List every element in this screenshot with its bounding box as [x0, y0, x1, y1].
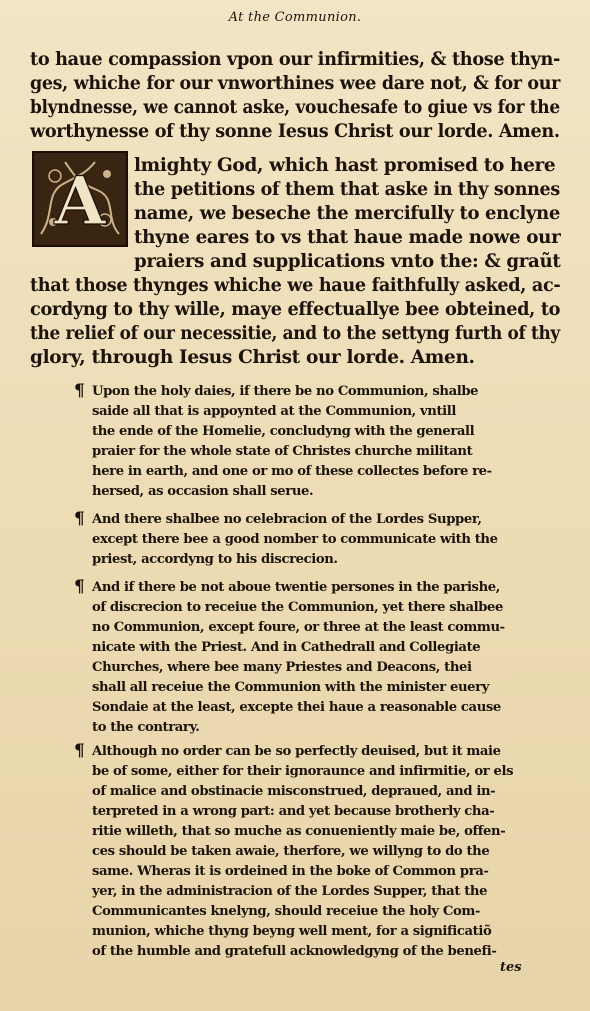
rubric-line: praier for the whole state of Christes churche militant [92, 444, 473, 459]
rubric-line: saide all that is appoynted at the Communion, vntill [92, 404, 457, 419]
rubric-line: the ende of the Homelie, concludyng with the generall [92, 424, 475, 439]
text-line: cordyng to thy wille, maye effectuallye bee obteined, to [30, 299, 561, 320]
text-line: that those thynges whiche we haue faithfully asked, ac- [30, 275, 561, 296]
text-line: the petitions of them that aske in thy sonnes [134, 179, 560, 200]
rubric-line: of malice and obstinacie misconstrued, depraued, and in- [92, 784, 496, 799]
rubric-line: Although no order can be so perfectly deuised, but it maie [92, 744, 501, 759]
text-line: name, we beseche the mercifully to enclyne [134, 203, 560, 224]
rubric-line: And there shalbee no celebracion of the Lordes Supper, [92, 512, 482, 527]
historiated-initial [32, 151, 128, 247]
text-line: to haue compassion vpon our infirmities, & those thyn- [30, 49, 561, 70]
text-line: glory, through Iesus Christ our lorde. Amen. [30, 347, 475, 368]
pilcrow-icon: ¶ [74, 577, 85, 597]
rubric-line: to the contrary. [92, 720, 200, 735]
text-line: worthynesse of thy sonne Iesus Christ our lorde. Amen. [30, 121, 560, 142]
text-line: blyndnesse, we cannot aske, vouchesafe to giue vs for the [30, 97, 560, 118]
pilcrow-icon: ¶ [74, 741, 85, 761]
rubric-line: except there bee a good nomber to communicate with the [92, 532, 498, 547]
rubric-line: of discrecion to receiue the Communion, yet there shalbee [92, 600, 504, 615]
rubric-line: ces should be taken awaie, therfore, we willyng to do the [92, 844, 490, 859]
text-line: the relief of our necessitie, and to the settyng furth of thy [30, 323, 560, 344]
rubric-line: Communicantes knelyng, should receiue the holy Com- [92, 904, 481, 919]
rubric-line: Upon the holy daies, if there be no Communion, shalbe [92, 384, 479, 399]
text-line: ges, whiche for our vnworthines wee dare not, & for our [30, 73, 561, 94]
ornament-icon [35, 154, 125, 244]
drop-cap-letter: A [54, 162, 106, 240]
rubric-line: here in earth, and one or mo of these collectes before re- [92, 464, 492, 479]
text-line: praiers and supplications vnto the: & graũt [134, 251, 561, 272]
rubric-line: priest, accordyng to his discrecion. [92, 552, 338, 567]
rubric-line: hersed, as occasion shall serue. [92, 484, 314, 499]
rubric-line: shall all receiue the Communion with the minister euery [92, 680, 489, 695]
rubric-line: same. Wheras it is ordeined in the boke of Common pra- [92, 864, 489, 879]
text-line: thyne eares to vs that haue made nowe our [134, 227, 561, 248]
pilcrow-icon: ¶ [74, 381, 85, 401]
rubric-line: no Communion, except foure, or three at the least commu- [92, 620, 505, 635]
rubric-line: ritie willeth, that so muche as conueniently maie be, offen- [92, 824, 506, 839]
rubric-line: terpreted in a wrong part: and yet because brotherly cha- [92, 804, 495, 819]
rubric-line: of the humble and gratefull acknowledgyng of the benefi- [92, 944, 497, 959]
rubric-line: yer, in the administracion of the Lordes Supper, that the [92, 884, 488, 899]
rubric-line: munion, whiche thyng beyng well ment, for a significatiõ [92, 924, 492, 939]
pilcrow-icon: ¶ [74, 509, 85, 529]
rubric-line: be of some, either for their ignoraunce and infirmitie, or els [92, 764, 514, 779]
rubric-line: Churches, where bee many Priestes and Deacons, thei [92, 660, 472, 675]
rubric-line: nicate with the Priest. And in Cathedrall and Collegiate [92, 640, 481, 655]
catchword: tes [500, 960, 522, 975]
rubric-line: And if there be not aboue twentie persones in the parishe, [92, 580, 500, 595]
text-line: lmighty God, which hast promised to here [134, 155, 556, 176]
running-head: At the Communion. [228, 10, 362, 25]
rubric-line: Sondaie at the least, excepte thei haue a reasonable cause [92, 700, 501, 715]
